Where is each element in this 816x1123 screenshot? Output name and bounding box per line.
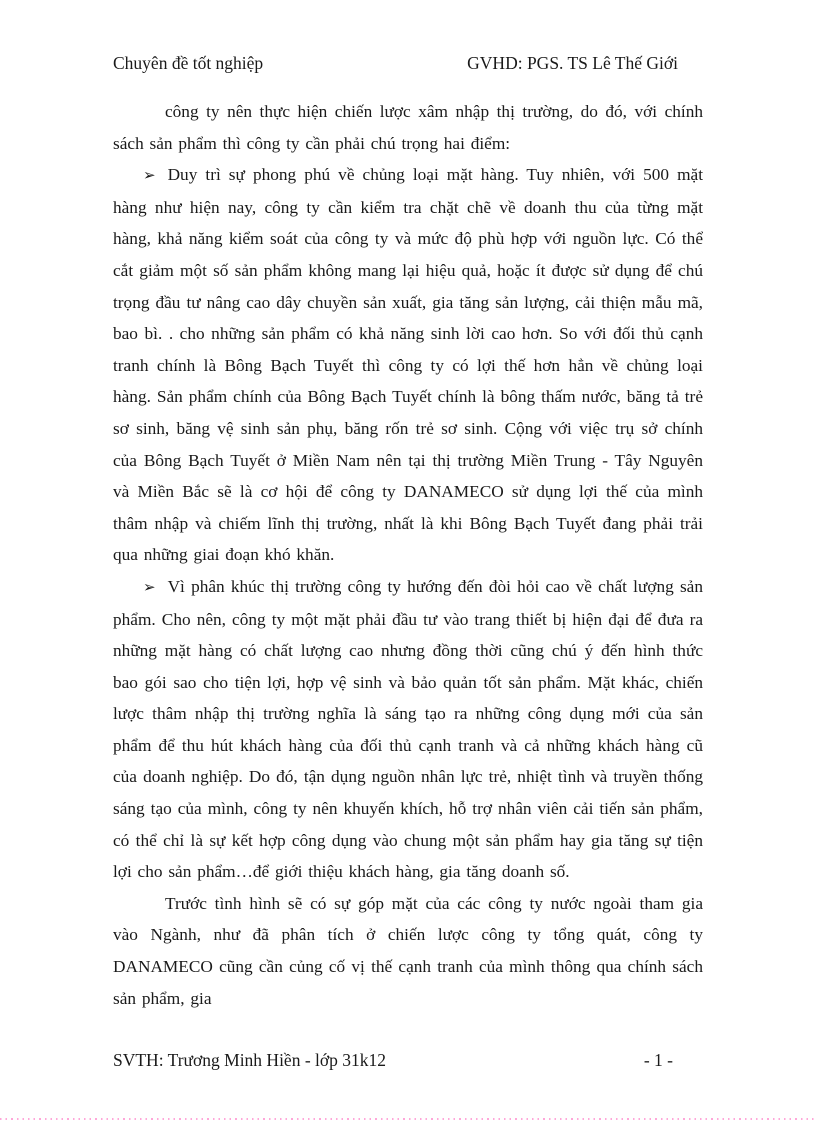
paragraph-text: công ty nên thực hiện chiến lược xâm nhập thị trường, do đó, với chính sách sản phẩm thì công ty cần phải chú trọng hai điểm: bbox=[113, 102, 703, 153]
paragraph-text: Trước tình hình sẽ có sự góp mặt của các công ty nước ngoài tham gia vào Ngành, như đã phân tích ở chiến lược công ty tổng quát, công ty DANAMECO cũng cần củng cố vị thế cạnh tranh của mình thông qua chính sách sản phẩm, gia bbox=[113, 893, 703, 1008]
header-course-title: Chuyên đề tốt nghiệp bbox=[113, 53, 264, 73]
page-edge-dotted-line bbox=[0, 1118, 816, 1120]
bullet-arrow-icon: ➢ bbox=[143, 166, 156, 185]
page-footer bbox=[113, 1049, 703, 1071]
header-supervisor: GVHD: PGS. TS Lê Thế Giới bbox=[467, 53, 678, 73]
paragraph-text: Duy trì sự phong phú về chủng loại mặt hàng. Tuy nhiên, với 500 mặt hàng như hiện nay, công ty cần kiểm tra chặt chẽ về doanh thu của từng mặt hàng, khả năng kiểm soát của công ty và mức độ phù hợp với nguồn lực. Có thể cắt giảm một số sản phẩm không mang lại hiệu quả, hoặc ít được sử dụng để chú trọng đầu tư nâng cao dây chuyền sản xuất, gia tăng sản lượng, cải thiện mẫu mã, bao bì. . cho những sản phẩm có khả năng sinh lời cao hơn. So với đối thủ cạnh tranh chính là Bông Bạch Tuyết thì công ty có lợi thế hơn hẳn về chủng loại hàng. Sản phẩm chính của Bông Bạch Tuyết chính là bông thấm nước, băng tả trẻ sơ sinh, băng vệ sinh sản phụ, băng rốn trẻ sơ sinh. Cộng với việc trụ sở chính của Bông Bạch Tuyết ở Miền Nam nên tại thị trường Miền Trung - Tây Nguyên và Miền Bắc sẽ là cơ hội để công ty DANAMECO sử dụng lợi thế của mình thâm nhập và chiếm lĩnh thị trường, nhất là khi Bông Bạch Tuyết đang phải trải qua những giai đoạn khó khăn. bbox=[113, 165, 703, 565]
bullet-paragraph-quality bbox=[113, 571, 703, 888]
paragraph-competition bbox=[113, 888, 703, 1014]
paragraph-intro bbox=[113, 96, 703, 159]
footer-student-info: SVTH: Trương Minh Hiền - lớp 31k12 bbox=[113, 1050, 387, 1070]
page-header bbox=[113, 52, 703, 74]
bullet-paragraph-product-variety bbox=[113, 159, 703, 571]
bullet-arrow-icon: ➢ bbox=[143, 577, 156, 596]
document-body bbox=[113, 96, 703, 1014]
footer-page-number: - 1 - bbox=[643, 1050, 673, 1070]
paragraph-text: Vì phân khúc thị trường công ty hướng đến đòi hỏi cao về chất lượng sản phẩm. Cho nên, công ty một mặt phải đầu tư vào trang thiết bị hiện đại để đưa ra những mặt hàng có chất lượng cao nhưng đồng thời cũng chú ý đến hình thức bao gói sao cho tiện lợi, hợp vệ sinh và bảo quản tốt sản phẩm. Mặt khác, chiến lược thâm nhập thị trường nghĩa là sáng tạo ra những công dụng mới của sản phẩm để thu hút khách hàng của đối thủ cạnh tranh và cả những khách hàng cũ của doanh nghiệp. Do đó, tận dụng nguồn nhân lực trẻ, nhiệt tình và truyền thống sáng tạo của mình, công ty nên khuyến khích, hỗ trợ nhân viên cải tiến sản phẩm, có thể chỉ là sự kết hợp công dụng vào chung một sản phẩm hay gia tăng sự tiện lợi cho sản phẩm…để giới thiệu khách hàng, gia tăng doanh số. bbox=[113, 576, 703, 882]
